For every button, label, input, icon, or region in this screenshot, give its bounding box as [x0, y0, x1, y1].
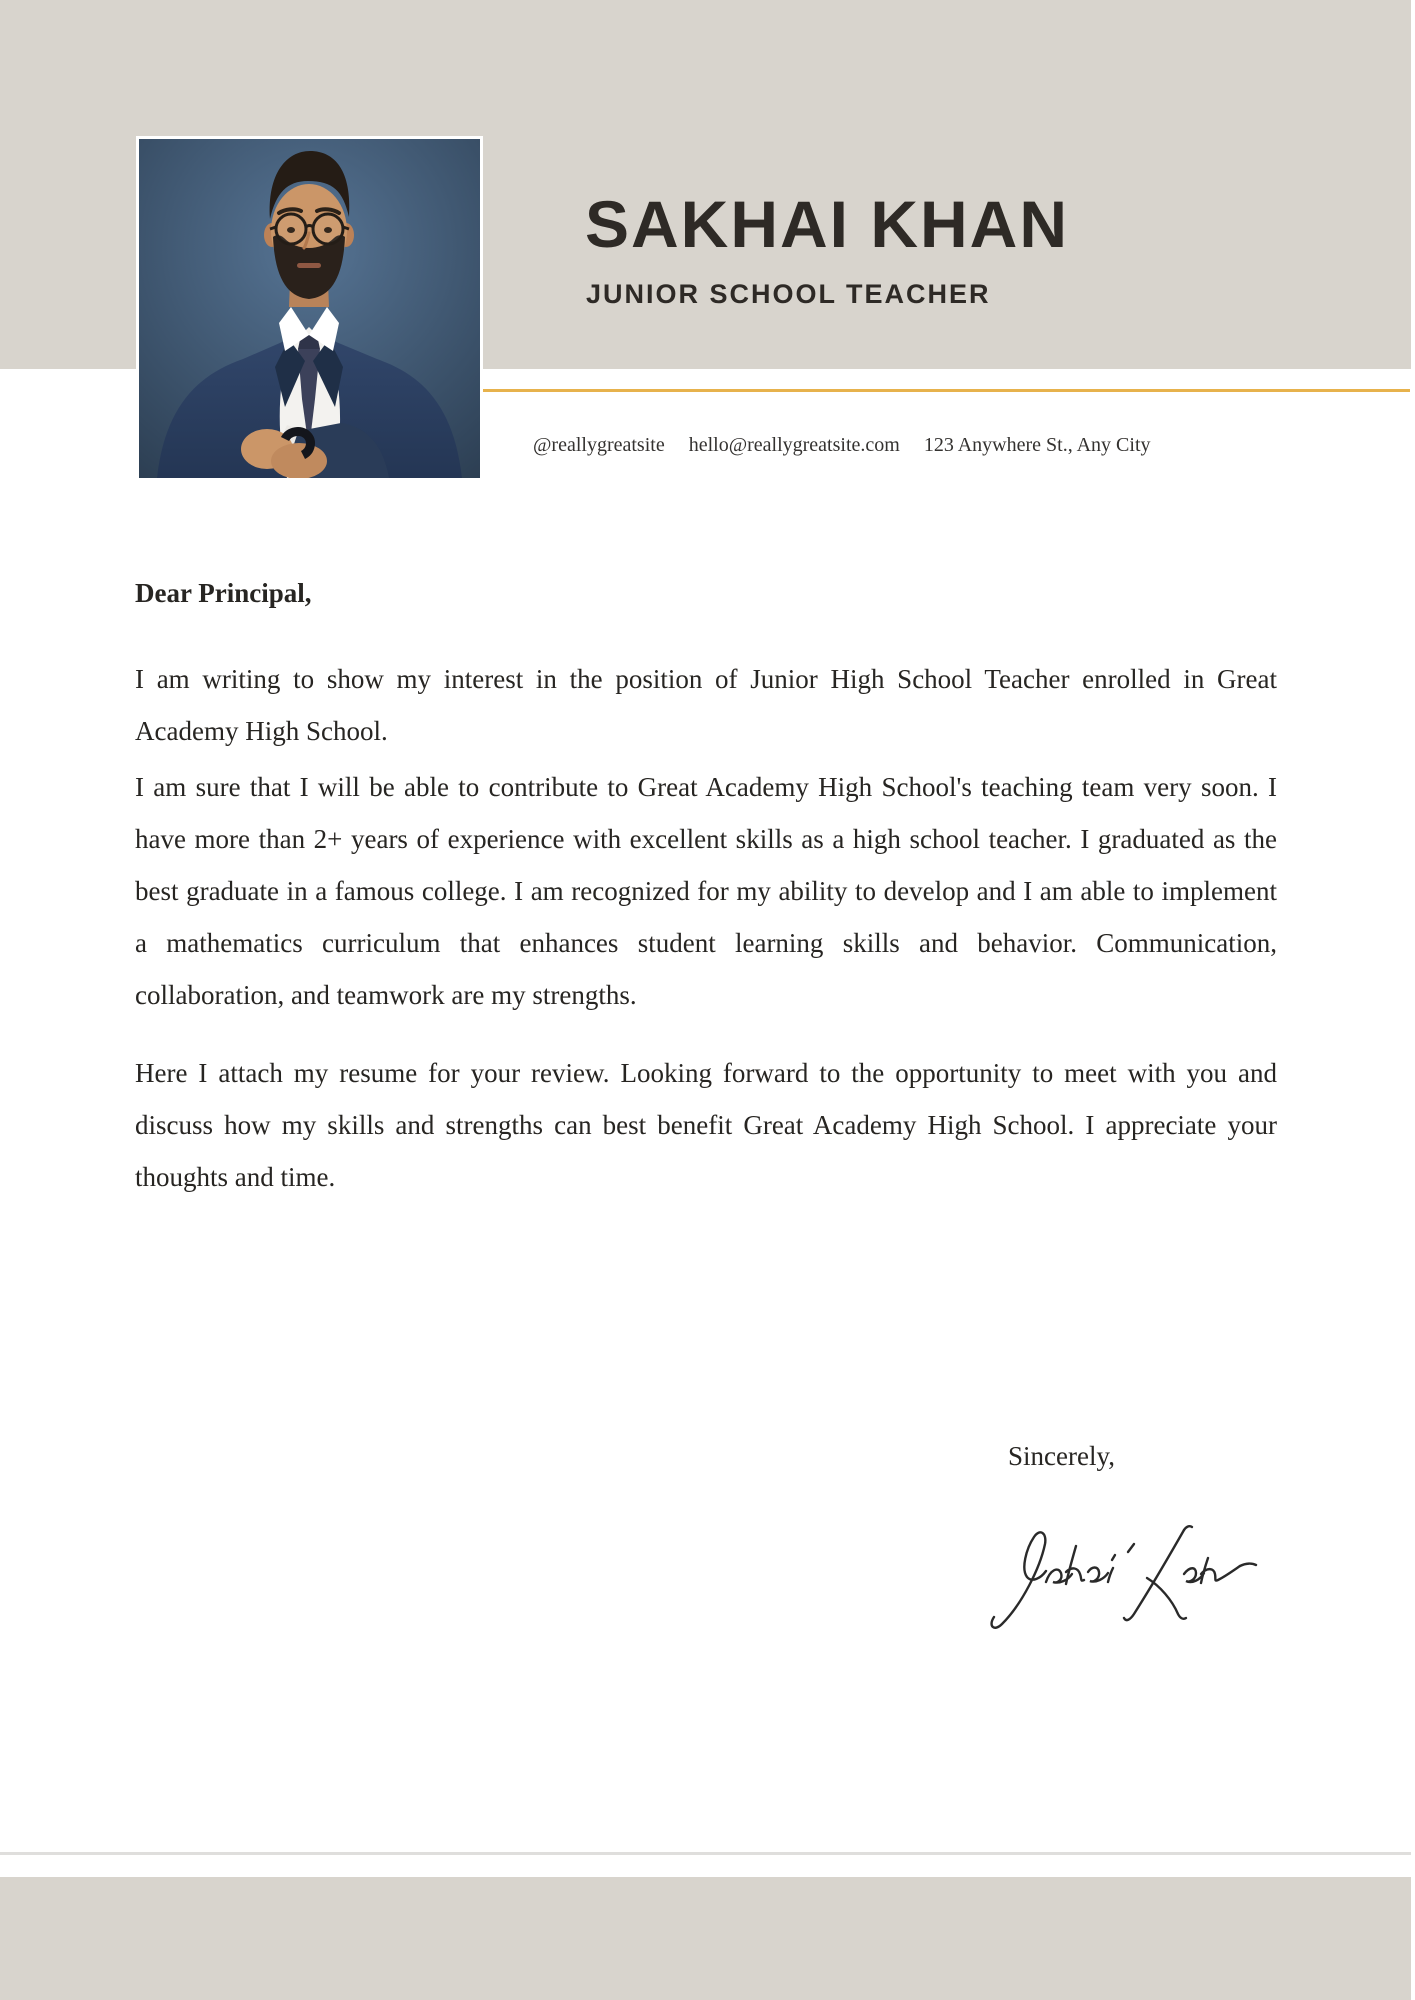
letter-closing: Sincerely, — [1008, 1441, 1115, 1471]
profile-photo-graphic — [139, 139, 480, 478]
person-job-title: JUNIOR SCHOOL TEACHER — [586, 279, 991, 309]
letter-paragraph: I am sure that I will be able to contribute to Great Academy High School's teaching team very soon. I have more than 2+ years of experience with excellent skills as a high school teacher. I graduated as the best graduate in a famous college. I am recognized for my ability to develop and I am able to implement a mathematics curriculum that enhances student learning skills and behavior. Communication, collaboration, and teamwork are my strengths. — [135, 772, 1277, 1010]
signature-graphic — [988, 1522, 1263, 1634]
letter-body — [135, 567, 1277, 1203]
contact-email: hello@reallygreatsite.com — [688, 434, 900, 456]
footer-divider-line — [0, 1852, 1411, 1855]
accent-line — [481, 389, 1410, 392]
footer-band — [0, 1877, 1411, 2000]
letter-salutation: Dear Principal, — [135, 578, 312, 608]
profile-photo — [136, 136, 483, 481]
contact-address: 123 Anywhere St., Any City — [923, 434, 1151, 456]
contact-social-handle: @reallygreatsite — [533, 434, 665, 456]
letter-paragraph: Here I attach my resume for your review. Looking forward to the opportunity to meet with you and discuss how my skills and strengths can best benefit Great Academy High School. I appreciate your thoughts and time. — [135, 1058, 1277, 1192]
letter-paragraph: I am writing to show my interest in the position of Junior High School Teacher enrolled in Great Academy High School. — [135, 664, 1277, 746]
person-name: SAKHAI KHAN — [585, 187, 1069, 261]
contact-row — [533, 434, 1151, 457]
